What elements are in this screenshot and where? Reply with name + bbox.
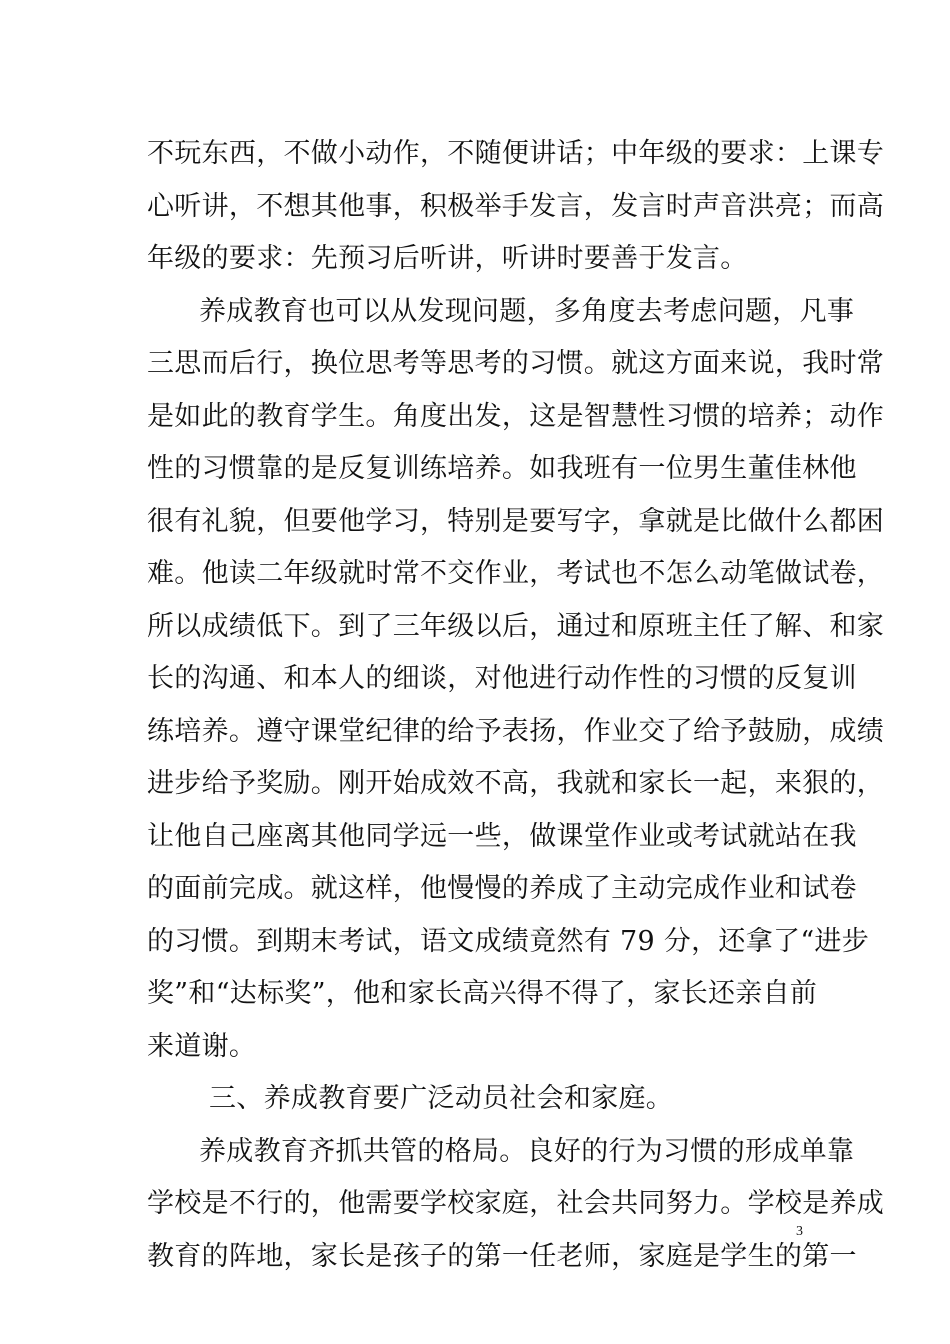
text-line: 是如此的教育学生。角度出发，这是智慧性习惯的培养；动作 [147,400,885,432]
text-line: 来道谢。 [147,1030,257,1062]
text-line: 不玩东西，不做小动作，不随便讲话；中年级的要求：上课专 [147,138,885,169]
text-line: 让他自己座离其他同学远一些，做课堂作业或考试就站在我 [147,820,857,852]
text-line: 心听讲，不想其他事，积极举手发言，发言时声音洪亮；而高 [147,190,885,222]
text-line: 性的习惯靠的是反复训练培养。如我班有一位男生董佳林他 [147,453,857,484]
text-line: 教育的阵地，家长是孩子的第一任老师，家庭是学生的第一 [147,1240,857,1272]
text-line: 很有礼貌，但要他学习，特别是要写字，拿就是比做什么都困 [147,505,885,537]
text-line: 难。他读二年级就时常不交作业，考试也不怎么动笔做试卷， [147,558,885,589]
text-line: 年级的要求：先预习后听讲，听讲时要善于发言。 [147,243,748,274]
body-text [147,128,885,1283]
text-line: 三思而后行，换位思考等思考的习惯。就这方面来说，我时常 [147,348,885,379]
text-line: 进步给予奖励。刚开始成效不高，我就和家长一起，来狠的， [147,768,885,799]
text-line: 学校是不行的，他需要学校家庭，社会共同努力。学校是养成 [147,1188,885,1219]
text-line: 所以成绩低下。到了三年级以后，通过和原班主任了解、和家 [147,610,885,642]
text-line: 练培养。遵守课堂纪律的给予表扬，作业交了给予鼓励，成绩 [147,715,885,747]
text-line: 的习惯。到期末考试，语文成绩竟然有 79 分，还拿了“进步 [147,925,870,957]
page-number: 3 [796,1224,803,1239]
text-line: 奖”和“达标奖”，他和家长高兴得不得了，家长还亲自前 [147,978,818,1009]
paragraph-start-line: 养成教育齐抓共管的格局。良好的行为习惯的形成单靠 [199,1135,855,1167]
paragraph-start-line: 养成教育也可以从发现问题，多角度去考虑问题，凡事 [199,295,855,327]
section-heading: 三、养成教育要广泛动员社会和家庭。 [209,1083,674,1114]
text-line: 的面前完成。就这样，他慢慢的养成了主动完成作业和试卷 [147,873,857,904]
text-line: 长的沟通、和本人的细谈，对他进行动作性的习惯的反复训 [147,663,857,694]
